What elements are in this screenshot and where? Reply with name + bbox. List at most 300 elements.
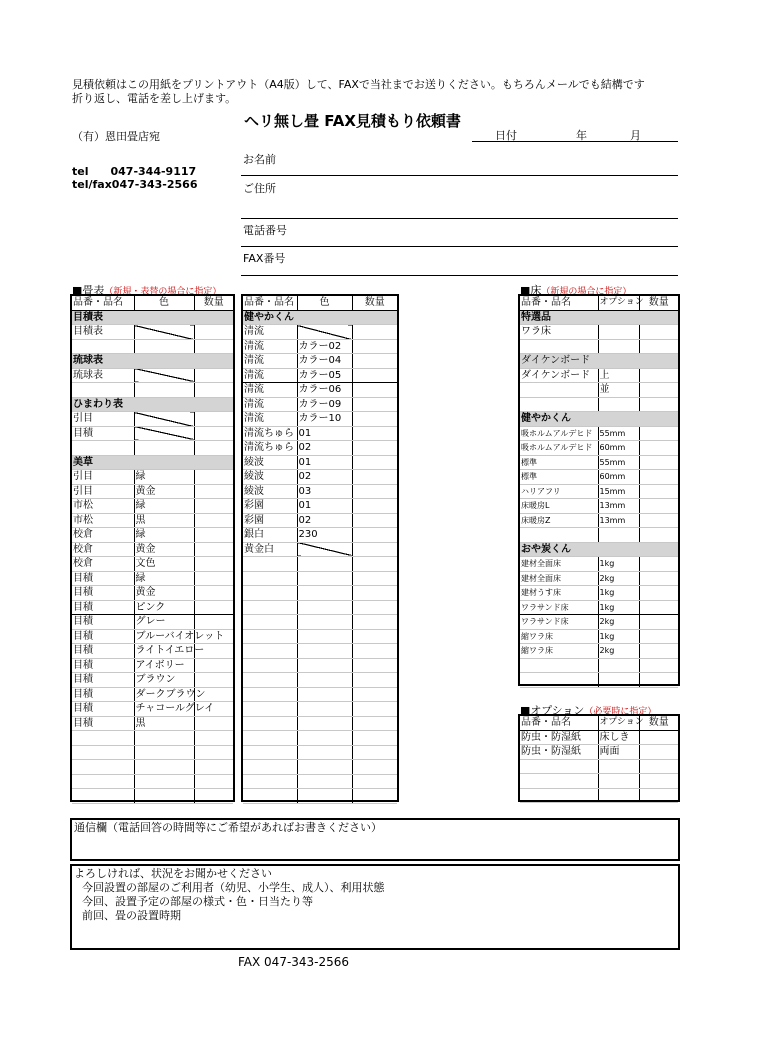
qty-cell[interactable]	[194, 557, 233, 572]
qty-cell[interactable]	[194, 412, 233, 427]
qty-cell[interactable]	[194, 673, 233, 688]
diagonal-cell	[297, 542, 352, 557]
product-cell	[243, 789, 297, 804]
qty-cell[interactable]	[352, 354, 397, 369]
table-row[interactable]	[72, 513, 233, 528]
floor-table-grid	[520, 296, 678, 688]
qty-cell[interactable]	[352, 731, 397, 746]
page-title: ヘリ無し畳 FAX見積もり依頼書	[244, 112, 461, 130]
product-cell: 目積	[72, 426, 134, 441]
table-row[interactable]	[243, 455, 397, 470]
color-cell: 15mm	[598, 484, 639, 499]
product-cell: 綾波	[243, 455, 297, 470]
qty-cell[interactable]	[194, 528, 233, 543]
qty-cell[interactable]	[194, 789, 233, 804]
table-row[interactable]	[72, 571, 233, 586]
qty-cell[interactable]	[352, 557, 397, 572]
qty-cell[interactable]	[352, 789, 397, 804]
qty-cell[interactable]	[194, 600, 233, 615]
qty-cell[interactable]	[194, 354, 233, 369]
qty-cell[interactable]	[352, 499, 397, 514]
comm-box[interactable]	[70, 818, 680, 861]
table-row[interactable]	[520, 571, 678, 586]
table-row[interactable]	[243, 484, 397, 499]
qty-cell[interactable]	[639, 441, 678, 456]
table-row[interactable]	[243, 426, 397, 441]
table-row[interactable]	[72, 687, 233, 702]
table-row[interactable]	[243, 789, 397, 804]
product-cell	[243, 774, 297, 789]
qty-cell[interactable]	[352, 586, 397, 601]
table-row[interactable]	[72, 702, 233, 717]
qty-cell[interactable]	[194, 470, 233, 485]
color-cell: 02	[297, 513, 352, 528]
product-cell: 目積	[72, 687, 134, 702]
name-field[interactable]	[241, 175, 678, 176]
product-cell	[72, 774, 134, 789]
qty-cell[interactable]	[352, 528, 397, 543]
table-row[interactable]	[520, 629, 678, 644]
qty-cell[interactable]	[352, 470, 397, 485]
table-row[interactable]	[243, 731, 397, 746]
table-row[interactable]	[243, 673, 397, 688]
qty-cell[interactable]	[352, 397, 397, 412]
qty-cell[interactable]	[639, 557, 678, 572]
table-row[interactable]	[243, 470, 397, 485]
table-row[interactable]	[520, 397, 678, 412]
color-cell	[297, 774, 352, 789]
color-cell: 01	[297, 499, 352, 514]
table-row[interactable]	[72, 325, 233, 340]
qty-cell[interactable]	[194, 484, 233, 499]
table-row[interactable]	[520, 441, 678, 456]
product-cell: 綾波	[243, 470, 297, 485]
table-row[interactable]	[72, 586, 233, 601]
product-cell: 琉球表	[72, 368, 134, 383]
qty-cell[interactable]	[194, 571, 233, 586]
qty-cell[interactable]	[194, 716, 233, 731]
table-row[interactable]	[520, 484, 678, 499]
table-row[interactable]	[72, 629, 233, 644]
table-row[interactable]	[520, 513, 678, 528]
table-row[interactable]	[243, 600, 397, 615]
table-row[interactable]	[243, 571, 397, 586]
qty-cell[interactable]	[639, 571, 678, 586]
color-cell	[297, 687, 352, 702]
product-cell: 銀白	[243, 528, 297, 543]
table-row[interactable]	[243, 702, 397, 717]
qty-cell[interactable]	[194, 731, 233, 746]
diagonal-cell	[134, 412, 194, 427]
address-field[interactable]	[241, 218, 678, 219]
product-cell: 引目	[72, 470, 134, 485]
qty-cell[interactable]	[639, 339, 678, 354]
table-row[interactable]	[243, 528, 397, 543]
table-header-row	[520, 716, 678, 730]
color-cell	[598, 788, 639, 803]
qty-cell[interactable]	[639, 325, 678, 340]
qty-cell[interactable]	[194, 586, 233, 601]
table-row[interactable]	[520, 615, 678, 630]
table-row[interactable]	[72, 339, 233, 354]
qty-cell[interactable]	[194, 499, 233, 514]
qty-cell[interactable]	[639, 542, 678, 557]
table-row[interactable]	[72, 615, 233, 630]
floor-section-note: （新規の場合に指定）	[541, 287, 632, 297]
qty-cell[interactable]	[352, 310, 397, 325]
qty-cell[interactable]	[352, 774, 397, 789]
product-cell	[72, 745, 134, 760]
product-cell: 目積	[72, 615, 134, 630]
qty-cell[interactable]	[352, 644, 397, 659]
table-row[interactable]	[243, 383, 397, 398]
qty-cell[interactable]	[352, 702, 397, 717]
qty-cell[interactable]	[639, 658, 678, 673]
table-row[interactable]	[520, 383, 678, 398]
table-row[interactable]	[243, 441, 397, 456]
qty-cell[interactable]	[639, 745, 678, 760]
table-row[interactable]	[72, 383, 233, 398]
color-cell	[598, 673, 639, 688]
table-row[interactable]	[520, 528, 678, 543]
color-cell: 緑	[134, 470, 194, 485]
qty-cell[interactable]	[352, 339, 397, 354]
header-qty: 数量	[639, 296, 678, 310]
product-cell: ワラ床	[520, 325, 598, 340]
table-row[interactable]	[520, 499, 678, 514]
table-row[interactable]	[243, 368, 397, 383]
color-cell: 55mm	[598, 455, 639, 470]
qty-cell[interactable]	[352, 325, 397, 340]
qty-cell[interactable]	[352, 716, 397, 731]
product-cell	[243, 557, 297, 572]
color-cell	[297, 731, 352, 746]
product-cell: 目積	[72, 716, 134, 731]
qty-cell[interactable]	[194, 397, 233, 412]
tatami-table-1	[70, 294, 235, 802]
table-row[interactable]	[520, 600, 678, 615]
qty-cell[interactable]	[194, 542, 233, 557]
color-cell	[297, 629, 352, 644]
product-cell: 清流ちゅら	[243, 441, 297, 456]
color-cell: カラー04	[297, 354, 352, 369]
table-row[interactable]	[520, 759, 678, 774]
color-cell: 60mm	[598, 470, 639, 485]
qty-cell[interactable]	[352, 600, 397, 615]
table-row[interactable]	[72, 470, 233, 485]
table-row[interactable]	[520, 774, 678, 789]
shop-tel: tel 047-344-9117	[72, 165, 197, 178]
color-cell: グレー	[134, 615, 194, 630]
tatami-table-1-grid	[72, 296, 233, 804]
status-title: よろしければ、状況をお聞かせください	[74, 867, 272, 880]
header-color: 色	[297, 296, 352, 310]
table-row[interactable]	[243, 760, 397, 775]
table-row[interactable]	[72, 528, 233, 543]
qty-cell[interactable]	[352, 383, 397, 398]
qty-cell[interactable]	[352, 658, 397, 673]
table-row[interactable]	[520, 745, 678, 760]
status-line-2: 今回、設置予定の部屋の様式・色・日当たり等	[82, 895, 313, 908]
qty-cell[interactable]	[194, 368, 233, 383]
product-cell: 床暖房Z	[520, 513, 598, 528]
intro-line-1: 見積依頼はこの用紙をプリントアウト（A4版）して、FAXで当社までお送りください。もちろんメールでも結構です	[72, 78, 645, 91]
qty-cell[interactable]	[639, 513, 678, 528]
qty-cell[interactable]	[639, 397, 678, 412]
product-cell: 綾波	[243, 484, 297, 499]
qty-cell[interactable]	[639, 600, 678, 615]
qty-cell[interactable]	[194, 339, 233, 354]
section-label: 琉球表	[72, 354, 194, 369]
color-cell: 床しき	[598, 730, 639, 745]
product-cell: 目積	[72, 658, 134, 673]
qty-cell[interactable]	[194, 383, 233, 398]
color-cell: 1kg	[598, 629, 639, 644]
address-label: ご住所	[243, 182, 276, 195]
product-cell: 目積	[72, 600, 134, 615]
qty-cell[interactable]	[352, 426, 397, 441]
comm-title: 通信欄（電話回答の時間等にご希望があればお書きください）	[74, 821, 382, 834]
table-row[interactable]	[243, 716, 397, 731]
table-row[interactable]	[72, 745, 233, 760]
qty-cell[interactable]	[639, 759, 678, 774]
product-cell	[520, 383, 598, 398]
qty-cell[interactable]	[352, 615, 397, 630]
table-row[interactable]	[520, 586, 678, 601]
product-cell: 標準	[520, 455, 598, 470]
color-cell: 緑	[134, 571, 194, 586]
fax-label: FAX番号	[243, 252, 286, 265]
header-color: オプション	[598, 296, 639, 310]
table-row[interactable]	[520, 788, 678, 803]
product-cell	[520, 774, 598, 789]
table-row[interactable]	[243, 687, 397, 702]
qty-cell[interactable]	[194, 760, 233, 775]
qty-cell[interactable]	[639, 310, 678, 325]
floor-table	[518, 294, 680, 686]
color-cell	[297, 658, 352, 673]
qty-cell[interactable]	[352, 513, 397, 528]
table-row[interactable]	[243, 499, 397, 514]
table-row[interactable]	[520, 644, 678, 659]
table-row[interactable]	[72, 557, 233, 572]
product-cell: 清流	[243, 354, 297, 369]
table-row[interactable]	[243, 412, 397, 427]
qty-cell[interactable]	[194, 615, 233, 630]
color-cell	[134, 441, 194, 456]
qty-cell[interactable]	[352, 368, 397, 383]
product-cell: 防虫・防湿紙	[520, 730, 598, 745]
product-cell	[520, 528, 598, 543]
color-cell	[134, 731, 194, 746]
section-row	[520, 412, 678, 427]
color-cell: カラー06	[297, 383, 352, 398]
floor-section-title: ■床（新規の場合に指定）	[520, 284, 632, 297]
table-row[interactable]	[243, 586, 397, 601]
table-row[interactable]	[243, 644, 397, 659]
table-row[interactable]	[72, 731, 233, 746]
qty-cell[interactable]	[194, 513, 233, 528]
qty-cell[interactable]	[352, 687, 397, 702]
status-box[interactable]	[70, 864, 680, 950]
table-row[interactable]	[243, 339, 397, 354]
product-cell: 目積	[72, 702, 134, 717]
intro-line-2: 折り返し、電話を差し上げます。	[72, 92, 237, 105]
qty-cell[interactable]	[639, 455, 678, 470]
qty-cell[interactable]	[639, 629, 678, 644]
section-row	[72, 455, 233, 470]
table-row[interactable]	[72, 426, 233, 441]
qty-cell[interactable]	[639, 368, 678, 383]
table-row[interactable]	[72, 644, 233, 659]
color-cell: 黄金	[134, 484, 194, 499]
table-row[interactable]	[72, 760, 233, 775]
shop-name: （有）恩田畳店宛	[72, 130, 160, 143]
diagonal-cell	[134, 426, 194, 441]
qty-cell[interactable]	[352, 441, 397, 456]
table-row[interactable]	[72, 499, 233, 514]
color-cell	[134, 760, 194, 775]
table-row[interactable]	[72, 542, 233, 557]
section-label: ダイケンボード	[520, 354, 639, 369]
qty-cell[interactable]	[639, 586, 678, 601]
table-row[interactable]	[72, 368, 233, 383]
product-cell: 校倉	[72, 528, 134, 543]
qty-cell[interactable]	[352, 629, 397, 644]
product-cell: 校倉	[72, 557, 134, 572]
qty-cell[interactable]	[194, 325, 233, 340]
header-qty: 数量	[194, 296, 233, 310]
qty-cell[interactable]	[639, 383, 678, 398]
qty-cell[interactable]	[639, 426, 678, 441]
color-cell: カラー02	[297, 339, 352, 354]
phone-field[interactable]	[241, 246, 678, 247]
color-cell: 2kg	[598, 571, 639, 586]
table-row[interactable]	[520, 470, 678, 485]
qty-cell[interactable]	[639, 730, 678, 745]
qty-cell[interactable]	[352, 484, 397, 499]
qty-cell[interactable]	[639, 644, 678, 659]
color-cell	[134, 745, 194, 760]
tatami-table-2-grid	[243, 296, 397, 804]
qty-cell[interactable]	[194, 310, 233, 325]
color-cell: 黒	[134, 513, 194, 528]
table-row[interactable]	[243, 774, 397, 789]
table-row[interactable]	[243, 354, 397, 369]
table-row[interactable]	[520, 325, 678, 340]
table-row[interactable]	[72, 600, 233, 615]
qty-cell[interactable]	[639, 528, 678, 543]
table-row[interactable]	[72, 673, 233, 688]
qty-cell[interactable]	[352, 571, 397, 586]
table-row[interactable]	[243, 629, 397, 644]
table-row[interactable]	[243, 745, 397, 760]
qty-cell[interactable]	[639, 470, 678, 485]
tatami-section-title: ■畳表（新規・表替の場合に指定）	[72, 284, 222, 297]
header-qty: 数量	[639, 716, 678, 730]
table-row[interactable]	[243, 615, 397, 630]
table-row[interactable]	[520, 557, 678, 572]
color-cell: ダークブラウン	[135, 688, 206, 700]
color-cell: 黄金	[134, 542, 194, 557]
product-cell	[520, 673, 598, 688]
table-row[interactable]	[520, 426, 678, 441]
color-cell	[297, 673, 352, 688]
table-row[interactable]	[243, 513, 397, 528]
table-row[interactable]	[520, 730, 678, 745]
qty-cell[interactable]	[352, 412, 397, 427]
table-row[interactable]	[520, 658, 678, 673]
product-cell: 引目	[72, 484, 134, 499]
table-row[interactable]	[243, 325, 397, 340]
color-cell: カラー10	[297, 412, 352, 427]
qty-cell[interactable]	[639, 412, 678, 427]
color-cell	[598, 339, 639, 354]
qty-cell[interactable]	[639, 788, 678, 803]
qty-cell[interactable]	[352, 455, 397, 470]
product-cell: 清流	[243, 325, 297, 340]
color-cell: カラー05	[297, 368, 352, 383]
table-row[interactable]	[243, 397, 397, 412]
table-row[interactable]	[72, 441, 233, 456]
table-row[interactable]	[72, 412, 233, 427]
qty-cell[interactable]	[194, 441, 233, 456]
name-label: お名前	[243, 153, 276, 166]
qty-cell[interactable]	[194, 426, 233, 441]
fax-field[interactable]	[241, 275, 678, 276]
color-cell	[134, 383, 194, 398]
table-row[interactable]	[72, 774, 233, 789]
color-cell: 文色	[134, 557, 194, 572]
qty-cell[interactable]	[352, 745, 397, 760]
table-row[interactable]	[520, 673, 678, 688]
qty-cell[interactable]	[639, 354, 678, 369]
qty-cell[interactable]	[194, 455, 233, 470]
qty-cell[interactable]	[639, 673, 678, 688]
table-row[interactable]	[243, 658, 397, 673]
qty-cell[interactable]	[639, 774, 678, 789]
qty-cell[interactable]	[352, 542, 397, 557]
color-cell: カラー09	[297, 397, 352, 412]
table-row[interactable]	[72, 789, 233, 804]
table-row[interactable]	[72, 658, 233, 673]
color-cell: 緑	[134, 499, 194, 514]
status-line-3: 前回、畳の設置時期	[82, 909, 181, 922]
qty-cell[interactable]	[639, 615, 678, 630]
qty-cell[interactable]	[194, 774, 233, 789]
table-row[interactable]	[520, 368, 678, 383]
color-cell: 1kg	[598, 600, 639, 615]
table-row[interactable]	[243, 557, 397, 572]
qty-cell[interactable]	[194, 745, 233, 760]
qty-cell[interactable]	[639, 484, 678, 499]
table-row[interactable]	[72, 484, 233, 499]
product-cell: 縮ワラ床	[520, 629, 598, 644]
option-table-grid	[520, 716, 678, 803]
product-cell: 清流	[243, 397, 297, 412]
qty-cell[interactable]	[352, 760, 397, 775]
option-table	[518, 714, 680, 802]
color-cell	[134, 774, 194, 789]
qty-cell[interactable]	[352, 673, 397, 688]
table-row[interactable]	[72, 716, 233, 731]
table-row[interactable]	[520, 339, 678, 354]
table-row[interactable]	[520, 455, 678, 470]
table-row[interactable]	[243, 542, 397, 557]
qty-cell[interactable]	[639, 499, 678, 514]
qty-cell[interactable]	[194, 658, 233, 673]
color-cell	[134, 789, 194, 804]
